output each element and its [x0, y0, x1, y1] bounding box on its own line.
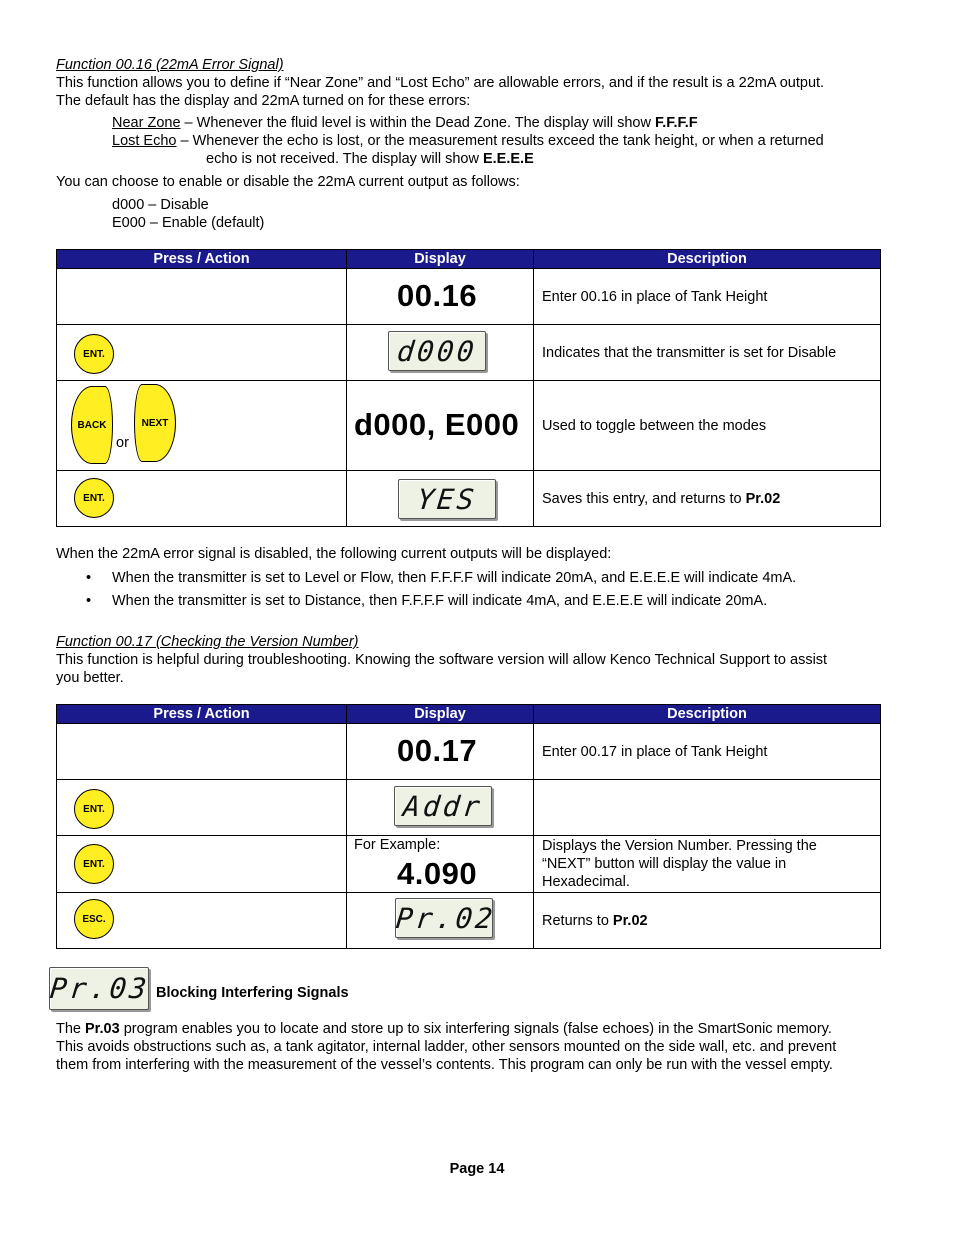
action-cell-empty [57, 269, 347, 325]
description-cell: Enter 00.16 in place of Tank Height [534, 269, 881, 325]
display-cell [347, 381, 534, 471]
page-number: Page 14 [449, 1161, 505, 1177]
table-row [57, 325, 881, 381]
near-zone-code: F.F.F.F [654, 115, 698, 131]
lcd-text-d000: d000 [395, 335, 479, 368]
description-cell-empty [534, 780, 881, 836]
display-cell [347, 780, 534, 836]
table-row [57, 780, 881, 836]
pr03-lcd-display [48, 967, 152, 1010]
header-display: Display [347, 250, 534, 269]
display-value-0016: 00.16 [397, 278, 478, 313]
choose-text: You can choose to enable or disable the 22mA current output as follows: [56, 174, 520, 190]
near-zone-dash: – [180, 115, 197, 131]
near-zone-description: Whenever the fluid level is within the Dead Zone. The display will show [196, 115, 655, 131]
ent-button[interactable]: ENT. [74, 789, 114, 829]
option-disable: d000 – Disable [112, 197, 209, 213]
description-cell [534, 471, 881, 527]
display-value-4090: 4.090 [397, 856, 478, 891]
display-cell [347, 325, 534, 381]
description-cell: Used to toggle between the modes [534, 381, 881, 471]
description-cell: Indicates that the transmitter is set for Disable [534, 325, 881, 381]
function-16-heading: Function 00.16 (22mA Error Signal) [56, 57, 284, 73]
function-16-intro-line2: The default has the display and 22mA turned on for these errors: [56, 93, 471, 109]
lost-echo-code: E.E.E.E [482, 151, 534, 167]
table-row [57, 836, 881, 893]
lost-echo-description-line2: echo is not received. The display will show [206, 151, 483, 167]
ent-button[interactable]: ENT. [74, 478, 114, 518]
lcd-display [394, 898, 498, 938]
action-cell [57, 836, 347, 893]
function-17-table [56, 704, 881, 949]
description-cell [534, 893, 881, 949]
function-17-intro-line2: you better. [56, 670, 124, 686]
display-cell [347, 836, 534, 893]
lost-echo-definition [112, 132, 824, 150]
pr03-rest: program enables you to locate and store up to six interfering signals (false echoes) in the SmartSonic memory. [119, 1021, 832, 1037]
function-17-intro-line1: This function is helpful during troubleshooting. Knowing the software version will allow Kenco Technical Support to assist [56, 652, 828, 668]
description-line3: Hexadecimal. [542, 874, 630, 890]
pr03-lead: The [56, 1021, 86, 1037]
pr03-title: Blocking Interfering Signals [156, 985, 349, 1001]
or-label: or [116, 435, 129, 451]
list-item: • When the transmitter is set to Level or Flow, then F.F.F.F will indicate 20mA, and E.E.E.E will indicate 4mA. [56, 569, 796, 587]
action-cell-empty [57, 724, 347, 780]
lcd-text-pr03: Pr.03 [48, 972, 152, 1005]
action-cell [57, 780, 347, 836]
description-line1: Displays the Version Number. Pressing the [542, 838, 817, 854]
for-example-label: For Example: [354, 837, 441, 853]
header-press-action: Press / Action [57, 250, 347, 269]
list-item: • When the transmitter is set to Distance, then F.F.F.F will indicate 4mA, and E.E.E.E will indicate 20mA. [56, 592, 796, 610]
disabled-note-list [56, 569, 796, 610]
next-button[interactable]: NEXT [134, 384, 176, 462]
back-button[interactable]: BACK [71, 386, 113, 464]
table-row [57, 471, 881, 527]
description-cell [534, 836, 881, 893]
description-text: Returns to [542, 912, 613, 929]
action-cell [57, 471, 347, 527]
function-16-intro-line1: This function allows you to define if “Near Zone” and “Lost Echo” are allowable errors, and if the result is a 22mA output. [56, 75, 825, 91]
display-cell [347, 471, 534, 527]
ent-button[interactable]: ENT. [74, 844, 114, 884]
ent-button[interactable]: ENT. [74, 334, 114, 374]
action-cell [57, 325, 347, 381]
lost-echo-description-line1: Whenever the echo is lost, or the measurement results exceed the tank height, or when a returned [192, 133, 824, 149]
pr03-paragraph-line2: This avoids obstructions such as, a tank agitator, internal ladder, other sensors mounted on the side wall, etc. and prevent [56, 1039, 837, 1055]
lcd-text-yes: YES [415, 483, 479, 516]
lost-echo-term: Lost Echo [112, 133, 177, 149]
description-cell: Enter 00.17 in place of Tank Height [534, 724, 881, 780]
lost-echo-dash: – [176, 133, 193, 149]
lcd-display [394, 786, 492, 826]
esc-button[interactable]: ESC. [74, 899, 114, 939]
header-description: Description [534, 705, 881, 724]
display-cell [347, 724, 534, 780]
table-row [57, 269, 881, 325]
lost-echo-definition-cont [206, 150, 534, 168]
table-row [57, 724, 881, 780]
function-17-heading: Function 00.17 (Checking the Version Number) [56, 634, 359, 650]
description-line2: “NEXT” button will display the value in [542, 856, 787, 872]
function-16-table [56, 249, 881, 527]
pr03-bold: Pr.03 [85, 1021, 120, 1037]
near-zone-definition [112, 114, 698, 132]
action-cell [57, 893, 347, 949]
display-cell [347, 893, 534, 949]
description-text: Saves this entry, and returns to [542, 490, 746, 507]
table-row [57, 893, 881, 949]
lcd-text-pr02: Pr.02 [394, 902, 498, 935]
header-description: Description [534, 250, 881, 269]
display-cell [347, 269, 534, 325]
pr03-paragraph-line3: them from interfering with the measurement of the vessel’s contents. This program can only be run with the vessel empty. [56, 1057, 833, 1073]
option-enable: E000 – Enable (default) [112, 215, 265, 231]
near-zone-term: Near Zone [112, 115, 181, 131]
pr03-paragraph-line1 [56, 1020, 832, 1038]
description-bold: Pr.02 [745, 490, 781, 507]
table-row [57, 381, 881, 471]
action-cell [57, 381, 347, 471]
header-press-action: Press / Action [57, 705, 347, 724]
description-bold: Pr.02 [612, 912, 648, 929]
lcd-text-addr: Addr [401, 790, 485, 823]
display-value-0017: 00.17 [397, 733, 478, 768]
lcd-display [398, 479, 496, 519]
display-value-d000-e000: d000, E000 [354, 407, 520, 442]
lcd-display [388, 331, 486, 371]
header-display: Display [347, 705, 534, 724]
disabled-note-lead: When the 22mA error signal is disabled, the following current outputs will be displayed: [56, 546, 612, 562]
